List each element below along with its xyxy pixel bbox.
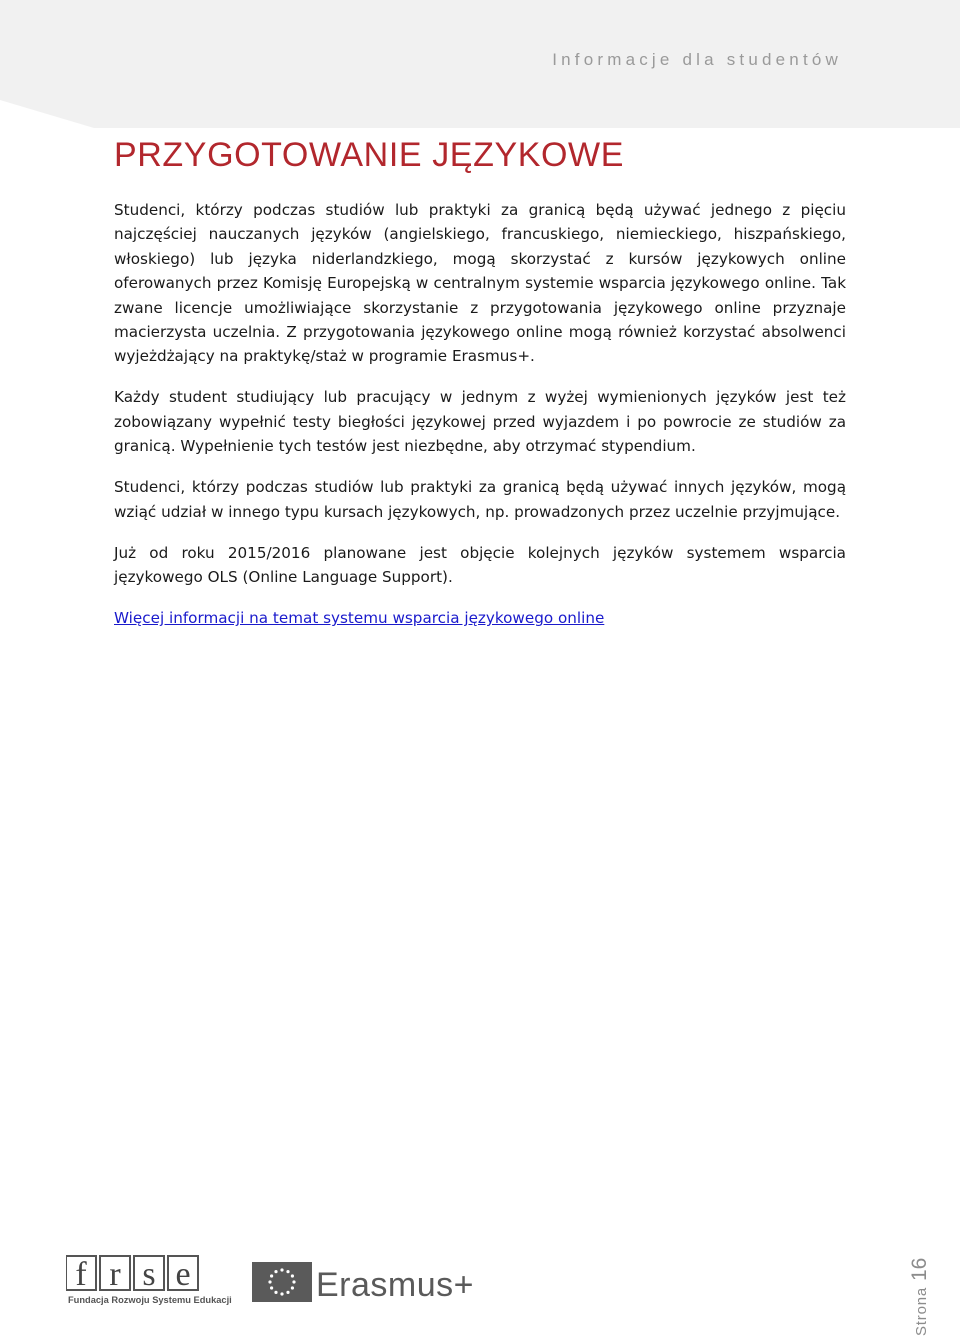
frse-logo-mark: [66, 1252, 204, 1294]
svg-text:r: r: [109, 1256, 121, 1293]
more-info-paragraph: [114, 606, 846, 630]
eu-flag-icon: [252, 1262, 312, 1302]
section-title: Informacje dla studentów: [552, 50, 842, 69]
svg-text:f: f: [75, 1256, 87, 1293]
paragraph-other-languages: Studenci, którzy podczas studiów lub praktyki za granicą będą używać innych języków, mogą wziąć udział w innego typu kursach językowych, np. prowadzonych przez uczelnie przyjmujące.: [114, 478, 846, 521]
frse-logo: [66, 1252, 232, 1312]
svg-text:e: e: [175, 1256, 191, 1293]
page-number: [906, 1246, 940, 1338]
paragraph-ols-plans: Już od roku 2015/2016 planowane jest objęcie kolejnych języków systemem wsparcia językowego OLS (Online Language Support).: [114, 543, 846, 587]
page-label: Strona: [913, 1287, 930, 1336]
paragraph-proficiency-tests: Każdy student studiujący lub pracujący w jednym z wyżej wymienionych języków jest też zobowiązany wypełnić testy biegłości językowej przed wyjazdem i po powrocie ze studiów za granicą. Wypełnienie tych testów jest niezbędne, aby otrzymać stypendium.: [114, 388, 846, 456]
erasmus-plus-logo: Erasmus+: [316, 1266, 474, 1304]
paragraph-language-courses: Studenci, którzy podczas studiów lub praktyki za granicą będą używać jednego z pięciu najczęściej nauczanych języków (angielskiego, francuskiego, niemieckiego, hiszpańskiego, włoskiego) lub języka niderlandzkiego, mogą skorzystać z kursów językowych online oferowanych przez Komisję Europejską w centralnym systemie wsparcia językowego online. Tak zwane licencje umożliwiające skorzystanie z przygotowania językowego online przyznaje macierzysta uczelnia. Z przygotowania językowego online mogą również korzystać absolwenci wyjeżdżający na praktykę/staż w programie Erasmus+.: [114, 201, 846, 366]
page-title: PRZYGOTOWANIE JĘZYKOWE: [114, 136, 625, 174]
main-content: [114, 198, 846, 647]
more-info-link[interactable]: Więcej informacji na temat systemu wsparcia językowego online: [114, 609, 605, 628]
page-number-value: 16: [908, 1257, 931, 1281]
svg-text:s: s: [142, 1256, 156, 1293]
frse-caption: Fundacja Rozwoju Systemu Edukacji: [68, 1295, 232, 1305]
